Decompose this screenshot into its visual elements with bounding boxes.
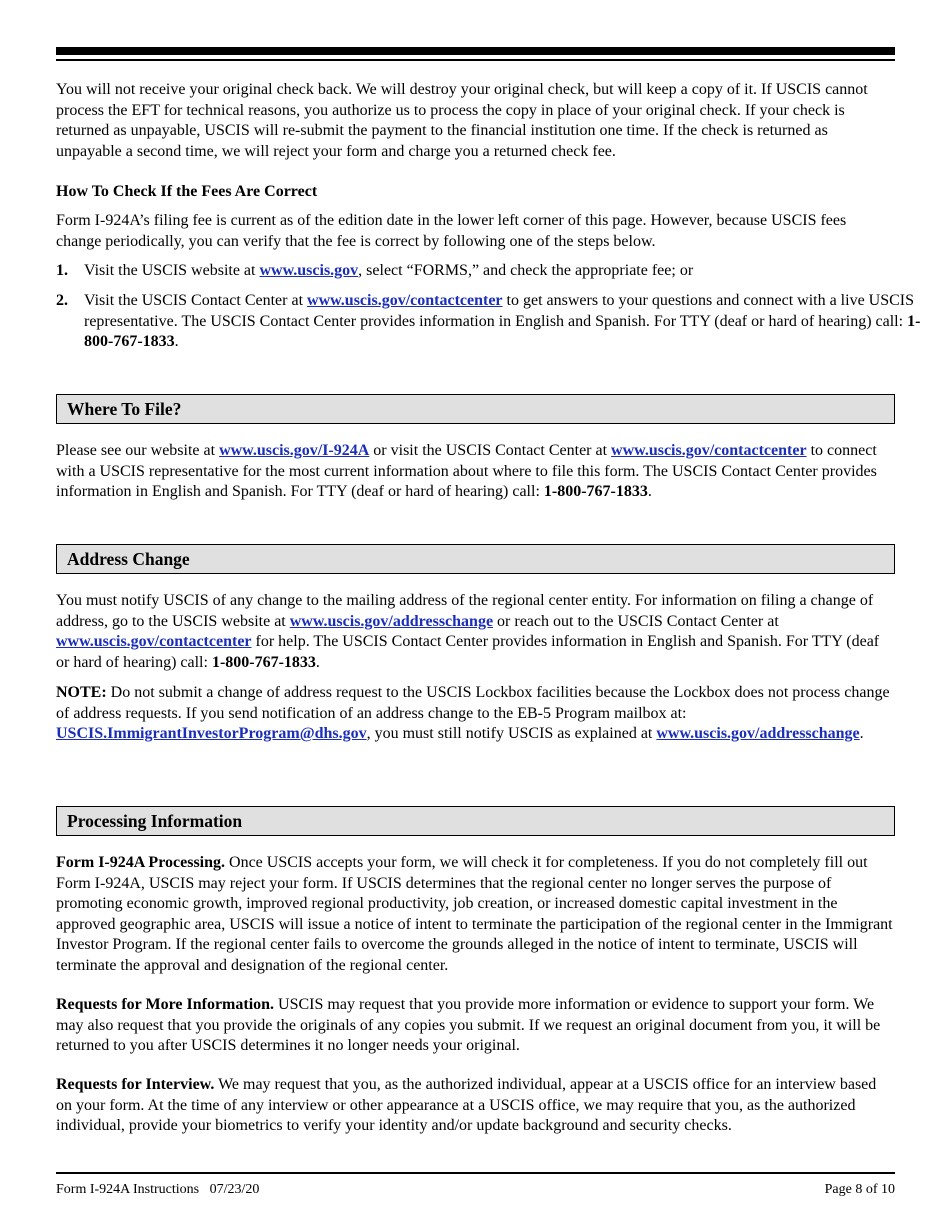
more-information-paragraph: Requests for More Information. USCIS may request that you provide more information or evidence to support your form. We may also request that you provide the originals of any copies you submit. If we request an original document from you, it will be returned to you after USCIS determines it no longer needs your original.: [56, 996, 881, 1054]
address-change-link[interactable]: www.uscis.gov/addresschange: [656, 725, 860, 742]
contact-center-link[interactable]: www.uscis.gov/contactcenter: [307, 292, 503, 309]
uscis-website-link[interactable]: www.uscis.gov: [259, 262, 359, 279]
note-label: NOTE:: [56, 684, 107, 701]
section-header-processing-information: Processing Information: [56, 806, 895, 836]
section-header-where-to-file: Where To File?: [56, 394, 895, 424]
i924a-page-link[interactable]: www.uscis.gov/I-924A: [219, 442, 370, 459]
address-paragraph: You must notify USCIS of any change to the mailing address of the regional center entity. For information on filing a change of address, go to the USCIS website at www.uscis.gov/addresschange or reach out to the USCIS Contact Center at www.uscis.gov/contactcenter for help. The USCIS Contact Center provides information in English and Spanish. For TTY (deaf or hard of hearing) call: 1-800-767-1833.: [56, 592, 880, 671]
step-number: 2.: [56, 292, 68, 309]
address-change-link[interactable]: www.uscis.gov/addresschange: [289, 612, 494, 630]
processing-paragraph: Form I-924A Processing. Once USCIS accepts your form, we will check it for completeness. If you do not completely fill out Form I-924A, USCIS may reject your form. If USCIS determines that the regional center no longer serves the purpose of promoting economic growth, improved regional productivity, job creation, or increased domestic capital investment in the approved geographic area, USCIS will issue a notice of intent to terminate the participation of the regional center in the Immigrant Investor Program. If the regional center fails to overcome the grounds alleged in the notice of intent to terminate, USCIS will terminate the approval and designation of the regional center.: [56, 854, 893, 974]
tty-phone: 1-800-767-1833: [543, 483, 648, 500]
where-paragraph: Please see our website at www.uscis.gov/I-924A or visit the USCIS Contact Center at www.uscis.gov/contactcenter to connect with a USCIS representative for the most current information about where to file this form. The USCIS Contact Center provides information in English and Spanish. For TTY (deaf or hard of hearing) call: 1-800-767-1833.: [56, 442, 877, 500]
step-number: 1.: [56, 262, 68, 279]
header-rule-thick: [56, 47, 895, 55]
interview-paragraph: Requests for Interview. We may request that you, as the authorized individual, appear at a USCIS office for an interview based on your form. At the time of any interview or other appearance at a USCIS office, we may require that you, as the authorized individual, provide your biometrics to verify your identity and/or update background and security checks.: [56, 1076, 877, 1134]
fees-heading: How To Check If the Fees Are Correct: [56, 183, 318, 200]
footer-page-number: Page 8 of 10: [824, 1182, 895, 1197]
address-note-paragraph: NOTE: Do not submit a change of address request to the USCIS Lockbox facilities because the Lockbox does not process change of address requests. If you send notification of an address change to the EB-5 Program mailbox at: USCIS.ImmigrantInvestorProgram@dhs.gov, you must still notify USCIS as explained at www.uscis.gov/addresschange.: [56, 684, 890, 742]
header-rule-thin: [56, 59, 895, 61]
footer-form-edition: Form I-924A Instructions 07/23/20: [56, 1182, 260, 1197]
section-header-address-change: Address Change: [56, 544, 895, 574]
fees-paragraph: Form I-924A’s filing fee is current as of the edition date in the lower left corner of this page. However, because USCIS fees change periodically, you can verify that the fee is correct by following one of the steps below.: [56, 212, 847, 250]
more-information-lead: Requests for More Information.: [56, 996, 275, 1013]
check-paragraph: You will not receive your original check back. We will destroy your original check, but will keep a copy of it. If USCIS cannot process the EFT for technical reasons, you authorize us to process the copy in place of your original check. If your check is returned as unpayable, USCIS will re-submit the payment to the financial institution one time. If the check is returned as unpayable a second time, we will reject your form and charge you a returned check fee.: [56, 81, 868, 160]
fees-step-2: 2. Visit the USCIS Contact Center at www.uscis.gov/contactcenter to get answers to your questions and connect with a live USCIS representative. The USCIS Contact Center provides information in English and Spanish. For TTY (deaf or hard of hearing) call: 1-800-767-1833.: [56, 292, 921, 350]
interview-lead: Requests for Interview.: [56, 1076, 215, 1093]
contact-center-link[interactable]: www.uscis.gov/contactcenter: [56, 633, 252, 650]
fees-step-1: 1. Visit the USCIS website at www.uscis.gov, select “FORMS,” and check the appropriate fee; or: [56, 261, 923, 282]
footer-rule: [56, 1172, 895, 1174]
tty-phone: 1-800-767-1833: [211, 653, 316, 671]
tty-phone: 1-800-767-1833: [84, 312, 921, 350]
contact-center-link[interactable]: www.uscis.gov/contactcenter: [611, 442, 807, 459]
eb5-mailbox-email-link[interactable]: USCIS.ImmigrantInvestorProgram@dhs.gov: [56, 725, 367, 742]
processing-lead: Form I-924A Processing.: [56, 854, 226, 871]
